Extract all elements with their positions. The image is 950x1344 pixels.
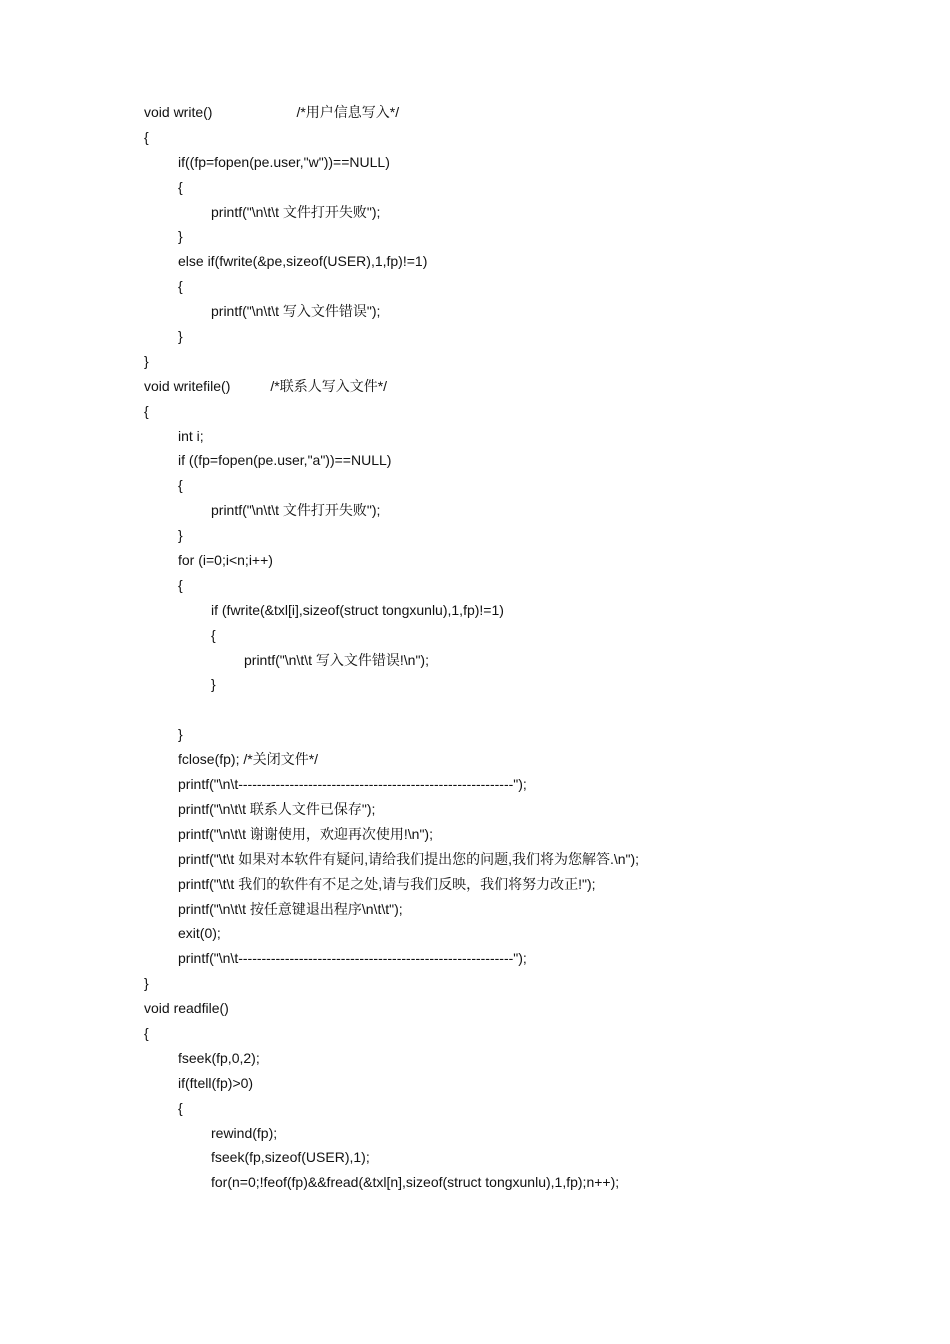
code-line bbox=[144, 797, 924, 822]
code-line bbox=[144, 996, 924, 1021]
code-line bbox=[144, 573, 924, 598]
code-line bbox=[144, 697, 924, 722]
code-text: printf("\n\t\t 文件打开失败"); bbox=[211, 203, 381, 220]
code-text: } bbox=[178, 726, 183, 743]
code-line bbox=[144, 1071, 924, 1096]
code-line bbox=[144, 847, 924, 872]
code-line bbox=[144, 125, 924, 150]
code-line bbox=[144, 1046, 924, 1071]
code-line bbox=[144, 946, 924, 971]
code-line bbox=[144, 274, 924, 299]
code-text: { bbox=[178, 278, 183, 295]
code-line bbox=[144, 1170, 924, 1195]
code-text: { bbox=[144, 128, 149, 145]
code-text: fseek(fp,sizeof(USER),1); bbox=[211, 1149, 370, 1166]
code-line bbox=[144, 1121, 924, 1146]
code-text: printf("\n\t\t 写入文件错误"); bbox=[211, 303, 381, 320]
code-line bbox=[144, 498, 924, 523]
code-text: int i; bbox=[178, 427, 204, 444]
code-line bbox=[144, 897, 924, 922]
code-text: { bbox=[144, 402, 149, 419]
code-line bbox=[144, 150, 924, 175]
code-text: } bbox=[144, 975, 149, 992]
code-line bbox=[144, 424, 924, 449]
code-text: rewind(fp); bbox=[211, 1124, 278, 1141]
code-line bbox=[144, 299, 924, 324]
code-text: printf("\n\t\t 按任意键退出程序\n\t\t"); bbox=[178, 900, 403, 917]
code-text: printf("\n\t\t 写入文件错误!\n"); bbox=[244, 651, 429, 668]
code-line bbox=[144, 224, 924, 249]
code-text: } bbox=[178, 328, 183, 345]
code-text: { bbox=[178, 178, 183, 195]
code-line bbox=[144, 249, 924, 274]
code-text: for (i=0;i<n;i++) bbox=[178, 552, 273, 569]
code-line bbox=[144, 1145, 924, 1170]
code-line bbox=[144, 598, 924, 623]
code-text: if((fp=fopen(pe.user,"w"))==NULL) bbox=[178, 153, 390, 170]
code-line bbox=[144, 722, 924, 747]
code-line bbox=[144, 1096, 924, 1121]
code-comment: /*联系人写入文件*/ bbox=[270, 377, 388, 394]
code-line bbox=[144, 399, 924, 424]
code-text: fseek(fp,0,2); bbox=[178, 1049, 260, 1066]
code-text: { bbox=[178, 1099, 183, 1116]
code-line bbox=[144, 772, 924, 797]
code-text: printf("\n\t\t 谢谢使用，欢迎再次使用!\n"); bbox=[178, 825, 433, 842]
code-text: fclose(fp); /*关闭文件*/ bbox=[178, 751, 319, 768]
code-line bbox=[144, 672, 924, 697]
code-text: { bbox=[144, 1024, 149, 1041]
code-line bbox=[144, 324, 924, 349]
code-line bbox=[144, 175, 924, 200]
code-text: void write() bbox=[144, 104, 213, 120]
code-text: if ((fp=fopen(pe.user,"a"))==NULL) bbox=[178, 452, 392, 469]
code-text: for(n=0;!feof(fp)&&fread(&txl[n],sizeof(struct tongxunlu),1,fp);n++); bbox=[211, 1174, 620, 1191]
code-line bbox=[144, 349, 924, 374]
code-listing bbox=[144, 100, 924, 1195]
code-text: printf("\t\t 我们的软件有不足之处,请与我们反映，我们将努力改正!"); bbox=[178, 875, 596, 892]
code-text: else if(fwrite(&pe,sizeof(USER),1,fp)!=1) bbox=[178, 253, 428, 270]
code-text: printf("\t\t 如果对本软件有疑问,请给我们提出您的问题,我们将为您解答.\n"); bbox=[178, 850, 640, 867]
code-line bbox=[144, 374, 924, 399]
code-text: { bbox=[178, 477, 183, 494]
code-text: printf("\n\t-----------------------------------------------------------"); bbox=[178, 950, 527, 967]
code-line bbox=[144, 921, 924, 946]
code-text: } bbox=[178, 527, 183, 544]
code-line bbox=[144, 100, 924, 125]
code-text: exit(0); bbox=[178, 925, 221, 942]
code-line bbox=[144, 971, 924, 996]
code-text: } bbox=[211, 676, 216, 693]
code-text: void writefile() bbox=[144, 377, 231, 394]
code-line bbox=[144, 473, 924, 498]
code-text: if (fwrite(&txl[i],sizeof(struct tongxunlu),1,fp)!=1) bbox=[211, 601, 504, 618]
code-text: } bbox=[178, 228, 183, 245]
code-line bbox=[144, 200, 924, 225]
code-text: if(ftell(fp)>0) bbox=[178, 1074, 254, 1091]
code-line bbox=[144, 1021, 924, 1046]
code-text: void readfile() bbox=[144, 1000, 229, 1017]
code-line bbox=[144, 623, 924, 648]
code-comment: /*用户信息写入*/ bbox=[296, 104, 400, 120]
code-line bbox=[144, 872, 924, 897]
code-line bbox=[144, 648, 924, 673]
code-text: { bbox=[211, 626, 216, 643]
code-text: { bbox=[178, 576, 183, 593]
code-line bbox=[144, 523, 924, 548]
code-text: printf("\n\t\t 文件打开失败"); bbox=[211, 502, 381, 519]
code-text: } bbox=[144, 352, 149, 369]
code-text: printf("\n\t-----------------------------------------------------------"); bbox=[178, 776, 527, 793]
code-line bbox=[144, 747, 924, 772]
code-line bbox=[144, 448, 924, 473]
code-line bbox=[144, 548, 924, 573]
code-line bbox=[144, 822, 924, 847]
code-text: printf("\n\t\t 联系人文件已保存"); bbox=[178, 800, 376, 817]
